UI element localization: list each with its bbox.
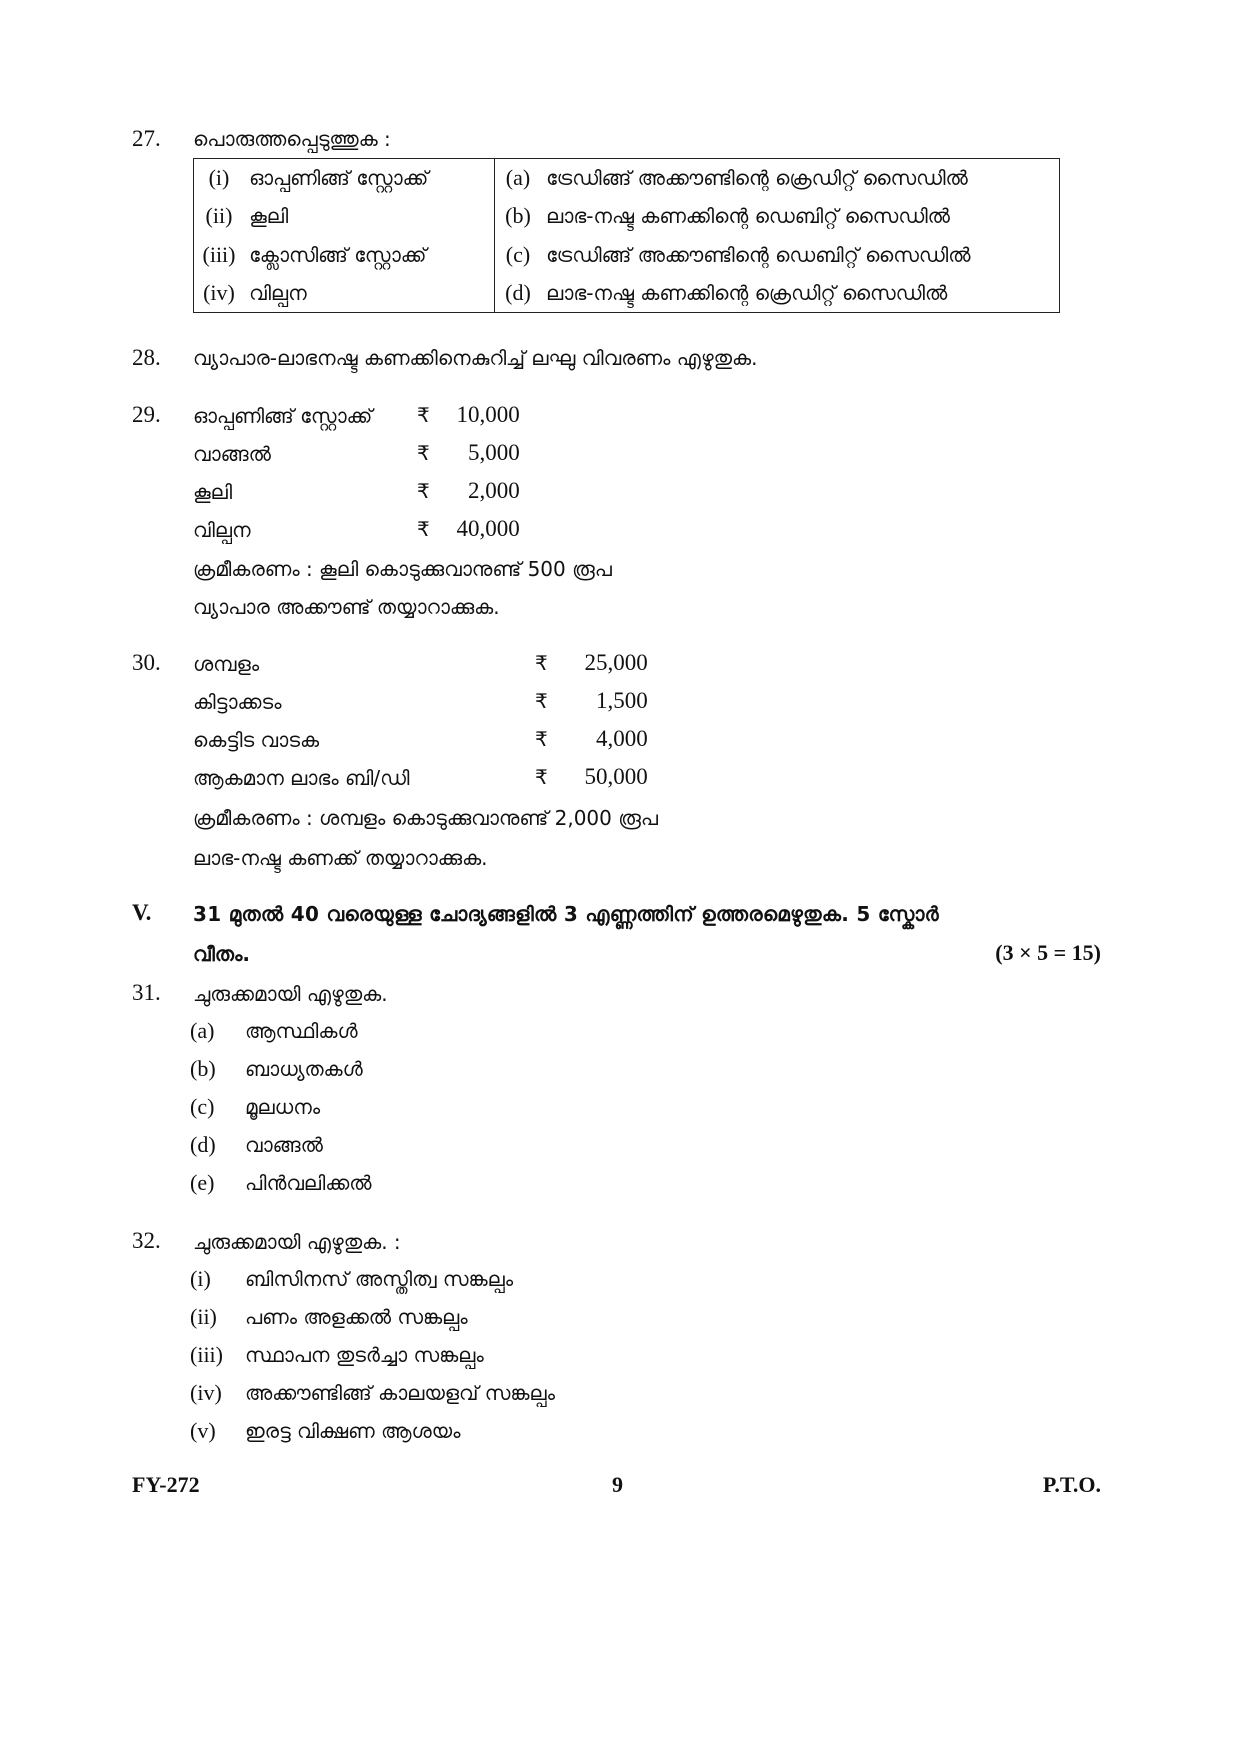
item-label: (c) <box>190 1094 215 1119</box>
row-label: (iii) <box>202 241 236 267</box>
row-label: (ii) <box>205 203 233 229</box>
question-number: 27. <box>132 126 161 151</box>
amount-value: 25,000 <box>584 650 648 675</box>
row-text: വില്പന <box>249 280 307 305</box>
match-table <box>193 158 1060 313</box>
currency-symbol: ₹ <box>417 479 430 503</box>
amount-value: 1,500 <box>595 688 648 713</box>
row-label: കെട്ടിട വാടക <box>193 728 320 752</box>
row-label: ഓപ്പണിങ്ങ് സ്റ്റോക്ക് <box>193 404 373 428</box>
row-text: ട്രേഡിങ്ങ് അക്കൗണ്ടിന്റെ ഡെബിറ്റ് സൈഡിൽ <box>546 242 971 267</box>
question-text: ചുരുക്കമായി എഴുതുക. : <box>193 1230 401 1254</box>
item-text: ഇരട്ട വിക്ഷണ ആശയം <box>245 1419 461 1443</box>
row-label: വാങ്ങൽ <box>193 442 271 466</box>
page-number: 9 <box>612 1472 623 1497</box>
amount-cell <box>535 726 648 752</box>
currency-symbol: ₹ <box>417 517 430 541</box>
item-text: പിൻവലിക്കൽ <box>245 1171 372 1195</box>
amount-value: 2,000 <box>467 478 520 503</box>
section-instruction: 31 മുതൽ 40 വരെയുള്ള ചോദ്യങ്ങളിൽ 3 എണ്ണത്തിന് ഉത്തരമെഴുതുക. 5 സ്കോർ <box>193 902 939 926</box>
question-number: 31. <box>132 980 161 1005</box>
amount-value: 40,000 <box>456 516 520 541</box>
row-label: (a) <box>505 165 531 191</box>
row-text: കൂലി <box>249 204 289 229</box>
item-text: ബാധ്യതകൾ <box>245 1057 363 1081</box>
amount-value: 10,000 <box>456 402 520 427</box>
amount-value: 5,000 <box>467 440 520 465</box>
item-text: സ്ഥാപന തുടർച്ചാ സങ്കല്പം <box>245 1343 484 1367</box>
item-label: (e) <box>190 1170 215 1195</box>
item-text: പണം അളക്കൽ സങ്കല്പം <box>245 1305 468 1329</box>
item-text: മൂലധനം <box>245 1095 321 1119</box>
currency-symbol: ₹ <box>535 727 548 751</box>
item-label: (iv) <box>190 1380 222 1405</box>
item-label: (ii) <box>190 1304 217 1329</box>
question-text: ചുരുക്കമായി എഴുതുക. <box>193 982 388 1006</box>
amount-cell <box>417 402 520 428</box>
row-label: ആകമാന ലാഭം ബി/ഡി <box>193 766 410 790</box>
row-label: (d) <box>505 279 531 305</box>
question-number: 32. <box>132 1228 161 1253</box>
amount-cell <box>417 478 520 504</box>
row-label: വില്പന <box>193 518 251 542</box>
row-text: ട്രേഡിങ്ങ് അക്കൗണ്ടിന്റെ ക്രെഡിറ്റ് സൈഡിൽ <box>546 166 968 191</box>
item-label: (d) <box>190 1132 216 1157</box>
pto-label: P.T.O. <box>1042 1472 1101 1497</box>
adjustment-text: ക്രമീകരണം : കൂലി കൊടുക്കുവാനുണ്ട് 500 രൂപ <box>193 557 612 581</box>
row-text: ലാഭ-നഷ്ട കണക്കിന്റെ ഡെബിറ്റ് സൈഡിൽ <box>546 204 950 229</box>
question-text: വ്യാപാര-ലാഭനഷ്ട കണക്കിനെകുറിച്ച് ലഘു വിവരണം എഴുതുക. <box>193 346 758 370</box>
amount-cell <box>535 764 648 790</box>
item-text: വാങ്ങൽ <box>245 1133 323 1157</box>
row-label: (b) <box>505 203 531 229</box>
task-text: ലാഭ-നഷ്ട കണക്ക് തയ്യാറാക്കുക. <box>193 846 488 870</box>
currency-symbol: ₹ <box>535 765 548 789</box>
currency-symbol: ₹ <box>417 403 430 427</box>
amount-cell <box>535 650 648 676</box>
question-number: 30. <box>132 650 161 675</box>
table-row <box>194 159 1060 198</box>
currency-symbol: ₹ <box>535 651 548 675</box>
question-number: 29. <box>132 402 161 427</box>
row-text: ലാഭ-നഷ്ട കണക്കിന്റെ ക്രെഡിറ്റ് സൈഡിൽ <box>546 280 948 305</box>
amount-cell <box>535 688 648 714</box>
question-number: 28. <box>132 345 161 370</box>
adjustment-text: ക്രമീകരണം : ശമ്പളം കൊടുക്കുവാനുണ്ട് 2,000 രൂപ <box>193 806 658 830</box>
item-text: ആസ്ഥികൾ <box>245 1019 358 1043</box>
table-row <box>194 235 1060 273</box>
section-instruction-cont: വീതം. <box>193 942 250 966</box>
amount-cell <box>417 440 520 466</box>
item-text: അക്കൗണ്ടിങ്ങ് കാലയളവ് സങ്കല്പം <box>245 1381 555 1405</box>
item-label: (v) <box>190 1418 216 1443</box>
table-row <box>194 274 1060 313</box>
row-text: ഓപ്പണിങ്ങ് സ്റ്റോക്ക് <box>249 166 429 191</box>
row-label: ശമ്പളം <box>193 652 260 676</box>
currency-symbol: ₹ <box>417 441 430 465</box>
item-label: (b) <box>190 1056 216 1081</box>
table-row <box>194 197 1060 235</box>
amount-value: 4,000 <box>595 726 648 751</box>
item-label: (iii) <box>190 1342 223 1367</box>
row-label: (c) <box>505 241 531 267</box>
item-text: ബിസിനസ് അസ്തിത്വ സങ്കല്പം <box>245 1267 514 1291</box>
row-label: കൂലി <box>193 480 233 504</box>
row-label: കിട്ടാക്കടം <box>193 690 282 714</box>
paper-code: FY-272 <box>132 1472 200 1497</box>
row-label: (iv) <box>203 279 235 305</box>
task-text: വ്യാപാര അക്കൗണ്ട് തയ്യാറാക്കുക. <box>193 595 500 619</box>
marks-label: (3 × 5 = 15) <box>995 940 1101 965</box>
amount-cell <box>417 516 520 542</box>
row-label: (i) <box>208 165 230 191</box>
currency-symbol: ₹ <box>535 689 548 713</box>
question-text: പൊരുത്തപ്പെടുത്തുക : <box>193 127 391 151</box>
row-text: ക്ലോസിങ്ങ് സ്റ്റോക്ക് <box>249 242 427 267</box>
item-label: (i) <box>190 1266 211 1291</box>
item-label: (a) <box>190 1018 215 1043</box>
amount-value: 50,000 <box>584 764 648 789</box>
section-number: V. <box>132 900 152 925</box>
